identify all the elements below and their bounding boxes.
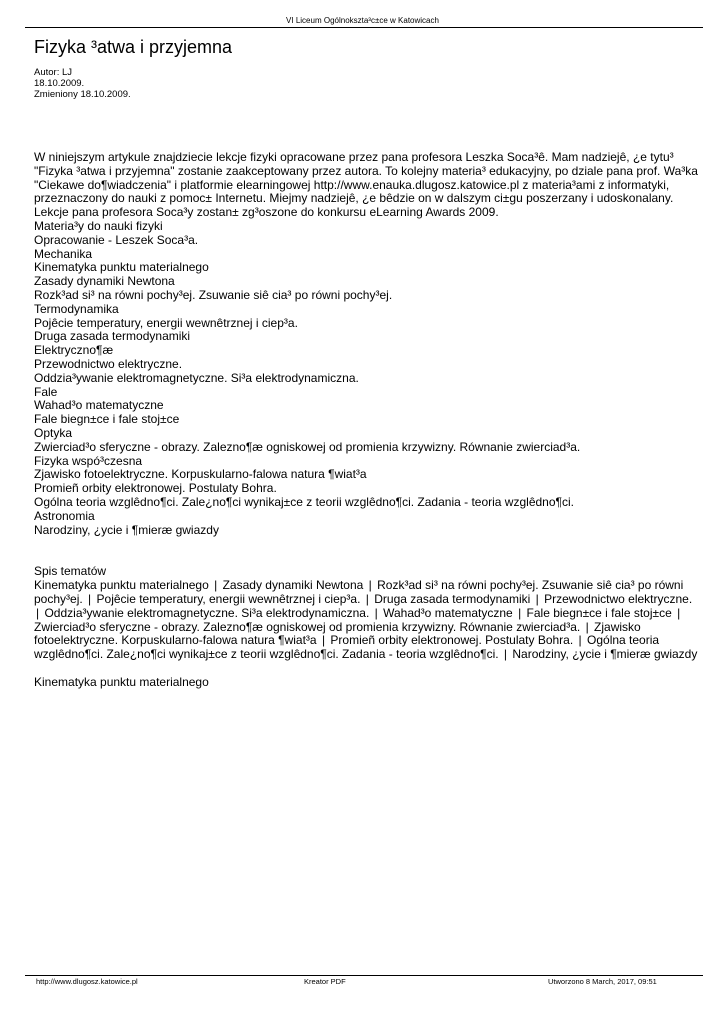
- toc-link[interactable]: Kinematyka punktu materialnego: [34, 578, 209, 593]
- topic-line: Optyka: [34, 425, 73, 440]
- topic-line: Fale biegn±ce i fale stoj±ce: [34, 412, 180, 427]
- article-modified: Zmieniony 18.10.2009.: [34, 89, 131, 100]
- page-header-title: VI Liceum Ogólnokszta³c±ce w Katowicach: [286, 16, 439, 25]
- topic-line: Fizyka wspó³czesna: [34, 453, 143, 468]
- topic-line: Materia³y do nauki fizyki: [34, 218, 163, 233]
- toc-link[interactable]: Przewodnictwo elektryczne.: [544, 591, 693, 606]
- toc-link[interactable]: Zasady dynamiki Newtona: [222, 578, 364, 593]
- toc-link[interactable]: Wahad³o matematyczne: [383, 605, 513, 620]
- section-heading: Kinematyka punktu materialnego: [34, 674, 209, 689]
- toc-separator: |: [214, 578, 218, 593]
- toc-link[interactable]: Zwierciad³o sferyczne - obrazy. Zalezno¶æ ogniskowej od promienia krzywizny. Równanie zwierciad³a.: [34, 619, 581, 634]
- footer-generator: Kreator PDF: [304, 977, 346, 986]
- toc-link[interactable]: Promieñ orbity elektronowej. Postulaty Bohra.: [330, 633, 574, 648]
- topic-line: Druga zasada termodynamiki: [34, 329, 191, 344]
- toc-link[interactable]: Fale biegn±ce i fale stoj±ce: [526, 605, 672, 620]
- article-meta: [34, 67, 131, 100]
- toc-separator: |: [518, 605, 522, 620]
- toc-separator: |: [535, 591, 539, 606]
- topic-line: Przewodnictwo elektryczne.: [34, 356, 183, 371]
- toc-link[interactable]: Oddzia³ywanie elektromagnetyczne. Si³a elektrodynamiczna.: [44, 605, 370, 620]
- topic-line: Fale: [34, 384, 58, 399]
- topic-line: Opracowanie - Leszek Soca³a.: [34, 232, 199, 247]
- topic-line: Termodynamika: [34, 301, 119, 316]
- topic-line: Zwierciad³o sferyczne - obrazy. Zalezno¶æ ogniskowej od promienia krzywizny. Równanie zwierciad³a.: [34, 439, 581, 454]
- article-date: 18.10.2009.: [34, 78, 85, 89]
- topic-line: Astronomia: [34, 508, 95, 523]
- topic-line: Elektryczno¶æ: [34, 343, 114, 358]
- topic-line: Pojêcie temperatury, energii wewnêtrznej i ciep³a.: [34, 315, 298, 330]
- footer-created: Utworzono 8 March, 2017, 09:51: [548, 977, 657, 986]
- toc-link[interactable]: Zjawisko fotoelektryczne. Korpuskularno-falowa natura ¶wiat³a: [34, 619, 641, 648]
- topic-line: Kinematyka punktu materialnego: [34, 260, 209, 275]
- toc-separator: |: [321, 633, 326, 648]
- toc-link[interactable]: Druga zasada termodynamiki: [374, 591, 531, 606]
- header-divider: [25, 27, 703, 28]
- article-intro: W niniejszym artykule znajdziecie lekcje fizyki opracowane przez pana profesora Leszka Soca³ê. Mam nadziejê, ¿e tytu³ "Fizyka ³atwa i przyjemna" zostanie zaakceptowany przez autora. To kolejny materia³ edukacyjny, po dziale pana prof. Wa³ka "Ciekawe do¶wiadczenia" i platformie elearningowej http://www.enauka.dlugosz.katowice.pl z materia³ami z informatyki, przeznaczony do nauki z pomoc± Internetu. Miejmy nadziejê, ¿e bêdzie on w dalszym ci±gu poszerzany i udoskonalany. Lekcje pana profesora Soca³y zostan± zg³oszone do konkursu eLearning Awards 2009.: [34, 150, 698, 220]
- article-body: [34, 151, 699, 690]
- table-of-contents: [34, 579, 699, 662]
- topic-line: Promieñ orbity elektronowej. Postulaty Bohra.: [34, 481, 277, 496]
- toc-link[interactable]: Pojêcie temperatury, energii wewnêtrznej i ciep³a.: [96, 591, 361, 606]
- topic-line: Rozk³ad si³ na równi pochy³ej. Zsuwanie siê cia³ po równi pochy³ej.: [34, 287, 393, 302]
- topic-list: [34, 220, 699, 537]
- topic-line: Mechanika: [34, 246, 93, 261]
- topic-line: Ogólna teoria wzglêdno¶ci. Zale¿no¶ci wynikaj±ce z teorii wzglêdno¶ci. Zadania - teoria wzglêdno¶ci.: [34, 494, 574, 509]
- toc-separator: |: [677, 605, 681, 620]
- toc-separator: |: [365, 591, 369, 606]
- toc-separator: |: [585, 619, 589, 634]
- topic-line: Zasady dynamiki Newtona: [34, 274, 175, 289]
- toc-separator: |: [88, 591, 92, 606]
- toc-link[interactable]: Narodziny, ¿ycie i ¶mieræ gwiazdy: [512, 647, 698, 662]
- toc-separator: |: [503, 647, 508, 662]
- toc-separator: |: [36, 605, 40, 620]
- toc-heading: Spis tematów: [34, 564, 107, 579]
- toc-separator: |: [368, 578, 372, 593]
- topic-line: Wahad³o matematyczne: [34, 398, 164, 413]
- topic-line: Narodziny, ¿ycie i ¶mieræ gwiazdy: [34, 522, 219, 537]
- article-title: Fizyka ³atwa i przyjemna: [34, 37, 233, 57]
- footer-divider: [25, 975, 703, 976]
- toc-separator: |: [374, 605, 378, 620]
- topic-line: Oddzia³ywanie elektromagnetyczne. Si³a elektrodynamiczna.: [34, 370, 359, 385]
- footer-url[interactable]: http://www.dlugosz.katowice.pl: [36, 977, 138, 986]
- toc-link[interactable]: Ogólna teoria wzglêdno¶ci. Zale¿no¶ci wynikaj±ce z teorii wzglêdno¶ci. Zadania - teoria wzglêdno¶ci.: [34, 633, 660, 662]
- article-author: Autor: LJ: [34, 67, 73, 78]
- topic-line: Zjawisko fotoelektryczne. Korpuskularno-falowa natura ¶wiat³a: [34, 467, 367, 482]
- toc-link[interactable]: Rozk³ad si³ na równi pochy³ej. Zsuwanie siê cia³ po równi pochy³ej.: [34, 578, 684, 606]
- toc-separator: |: [578, 633, 582, 648]
